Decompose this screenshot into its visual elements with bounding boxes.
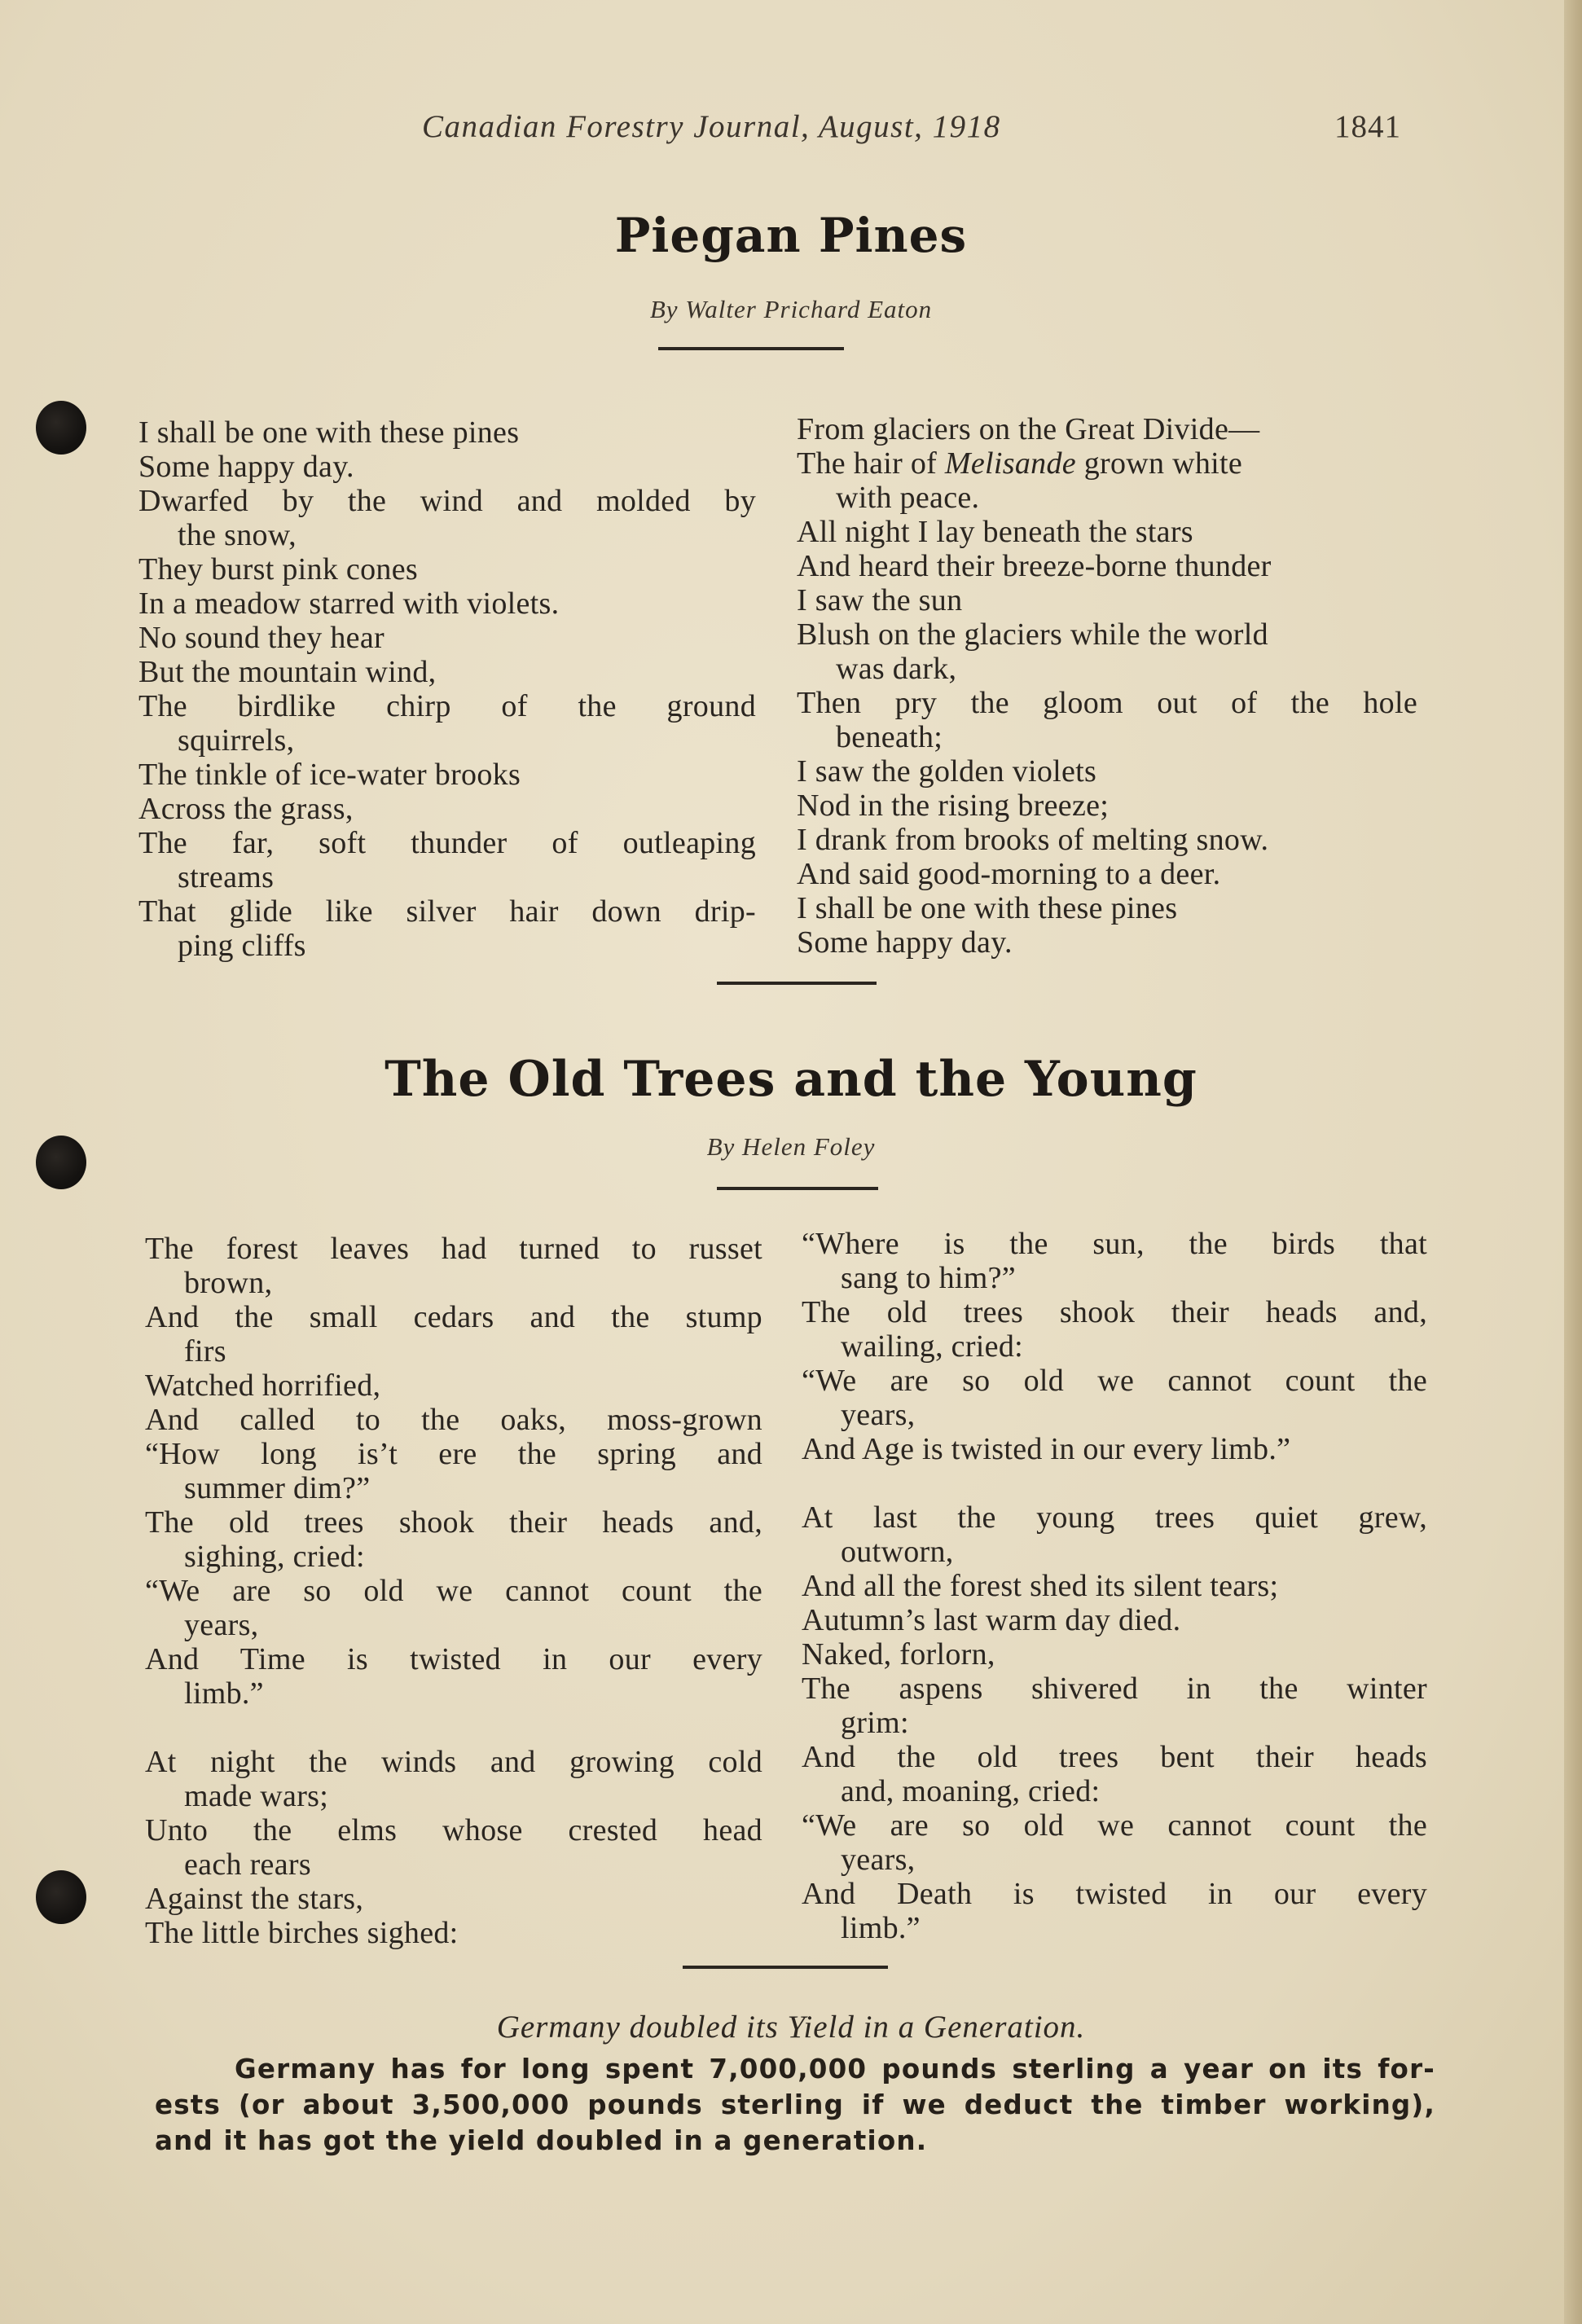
poem-line: years,	[184, 1608, 259, 1642]
poem-line: Dwarfed by the wind and molded by	[138, 484, 756, 518]
poem-line: Against the stars,	[145, 1882, 364, 1916]
poem-line: The far, soft thunder of outleaping	[138, 826, 756, 860]
poem-italic-name: Melisande	[944, 446, 1076, 481]
punch-hole-top	[36, 401, 86, 455]
poem-line: “We are so old we cannot count the	[802, 1364, 1427, 1398]
poem1-byline: By Walter Prichard Eaton	[649, 295, 933, 323]
poem-line: They burst pink cones	[138, 552, 418, 586]
poem-line: At night the winds and growing cold	[145, 1745, 762, 1779]
poem-line: And Death is twisted in our every	[802, 1877, 1427, 1911]
poem-line: Naked, forlorn,	[802, 1637, 995, 1672]
poem-line: And called to the oaks, moss-grown	[145, 1403, 762, 1437]
poem-line: But the mountain wind,	[138, 655, 437, 689]
poem-line: And Age is twisted in our every limb.”	[802, 1432, 1291, 1466]
page-number: 1841	[1334, 109, 1401, 144]
stanza-gap	[145, 1711, 762, 1745]
poem-line: ping cliffs	[178, 929, 306, 963]
poem-line: years,	[841, 1398, 916, 1432]
poem2-right-column	[802, 1227, 1427, 1945]
poem-line: years,	[841, 1843, 916, 1877]
poem-line: And the small cedars and the stump	[145, 1300, 762, 1334]
poem2-byline: By Helen Foley	[706, 1132, 876, 1161]
punch-hole-bottom	[36, 1870, 86, 1924]
poem-line: And the old trees bent their heads	[802, 1740, 1427, 1774]
poem-line: Then pry the gloom out of the hole	[797, 686, 1417, 720]
poem-line: I drank from brooks of melting snow.	[797, 823, 1269, 857]
poem-line: limb.”	[841, 1911, 921, 1945]
poem-line: I shall be one with these pines	[797, 891, 1178, 925]
running-head	[0, 108, 1582, 157]
note-title: Germany doubled its Yield in a Generation.	[496, 2010, 1086, 2045]
poem-line: summer dim?”	[184, 1471, 371, 1505]
poem-line: The aspens shivered in the winter	[802, 1672, 1427, 1706]
poem2-title: The Old Trees and the Young	[385, 1051, 1197, 1108]
note-line: ests (or about 3,500,000 pounds sterling if we deduct the timber working),	[155, 2089, 1435, 2120]
poem-line: Across the grass,	[138, 792, 354, 826]
poem-line: “How long is’t ere the spring and	[145, 1437, 762, 1471]
poem-line: firs	[184, 1334, 226, 1368]
poem-line: Autumn’s last warm day died.	[802, 1603, 1181, 1637]
poem-line: sang to him?”	[841, 1261, 1016, 1295]
poem-line: and, moaning, cried:	[841, 1774, 1101, 1808]
poem1-title-rule	[658, 347, 844, 350]
poem-line: streams	[178, 860, 275, 894]
poem2-title-rule	[717, 1187, 878, 1190]
poem-line: In a meadow starred with violets.	[138, 586, 560, 621]
poem-line: The tinkle of ice-water brooks	[138, 758, 521, 792]
poem-line: grim:	[841, 1706, 909, 1740]
poem-line: with peace.	[836, 481, 980, 515]
poem-line: And all the forest shed its silent tears;	[802, 1569, 1279, 1603]
stanza-gap	[802, 1466, 1427, 1500]
poem-line: I shall be one with these pines	[138, 415, 520, 450]
poem-text: The hair of	[797, 446, 945, 481]
poem-line: All night I lay beneath the stars	[797, 515, 1193, 549]
poem-line: Watched horrified,	[145, 1368, 381, 1403]
poem-line: No sound they hear	[138, 621, 385, 655]
poem-line: I saw the sun	[797, 583, 963, 617]
note-line: Germany has for long spent 7,000,000 pounds sterling a year on its for-	[235, 2054, 1435, 2085]
poem2-left-column	[145, 1232, 762, 1950]
note-divider-rule	[683, 1966, 888, 1969]
poem1-left-column	[138, 415, 756, 963]
poem-line: “We are so old we cannot count the	[802, 1808, 1427, 1843]
poem-line: brown,	[184, 1266, 273, 1300]
poem-line: beneath;	[836, 720, 943, 754]
poem-line	[797, 446, 1417, 481]
journal-name: Canadian Forestry Journal, August, 1918	[422, 109, 1001, 144]
poem-line: At last the young trees quiet grew,	[802, 1500, 1427, 1535]
poem-line: The old trees shook their heads and,	[145, 1505, 762, 1540]
poem-line: squirrels,	[178, 723, 295, 758]
poem-line: I saw the golden violets	[797, 754, 1097, 789]
poem-line: Some happy day.	[138, 450, 354, 484]
poem-line: limb.”	[184, 1676, 264, 1711]
poem-line: And heard their breeze-borne thunder	[797, 549, 1272, 583]
poem-line: “We are so old we cannot count the	[145, 1574, 762, 1608]
note-body	[155, 2051, 1435, 2159]
poem-line: “Where is the sun, the birds that	[802, 1227, 1427, 1261]
page-edge	[1564, 0, 1582, 2324]
poem-line: Blush on the glaciers while the world	[797, 617, 1268, 652]
poem-line: was dark,	[836, 652, 957, 686]
poem-line: made wars;	[184, 1779, 329, 1813]
poem-line: The birdlike chirp of the ground	[138, 689, 756, 723]
poem-line: each rears	[184, 1847, 311, 1882]
poem-line: Unto the elms whose crested head	[145, 1813, 762, 1847]
poem-line: the snow,	[178, 518, 297, 552]
poem-line: The little birches sighed:	[145, 1916, 459, 1950]
poem-line: That glide like silver hair down drip-	[138, 894, 756, 929]
poem-line: And said good-morning to a deer.	[797, 857, 1221, 891]
poem-line: sighing, cried:	[184, 1540, 365, 1574]
poem-line: wailing, cried:	[841, 1329, 1023, 1364]
poem-line: The forest leaves had turned to russet	[145, 1232, 762, 1266]
section-divider-rule	[717, 982, 877, 985]
poem-line: And Time is twisted in our every	[145, 1642, 762, 1676]
poem-line: Nod in the rising breeze;	[797, 789, 1110, 823]
poem-line: The old trees shook their heads and,	[802, 1295, 1427, 1329]
poem-line: From glaciers on the Great Divide—	[797, 412, 1260, 446]
poem-line: Some happy day.	[797, 925, 1013, 960]
note-line: and it has got the yield doubled in a generation.	[155, 2125, 928, 2156]
poem-line: outworn,	[841, 1535, 954, 1569]
poem1-title: Piegan Pines	[614, 208, 968, 263]
poem-text: grown white	[1075, 446, 1243, 481]
poem1-right-column	[797, 412, 1417, 960]
